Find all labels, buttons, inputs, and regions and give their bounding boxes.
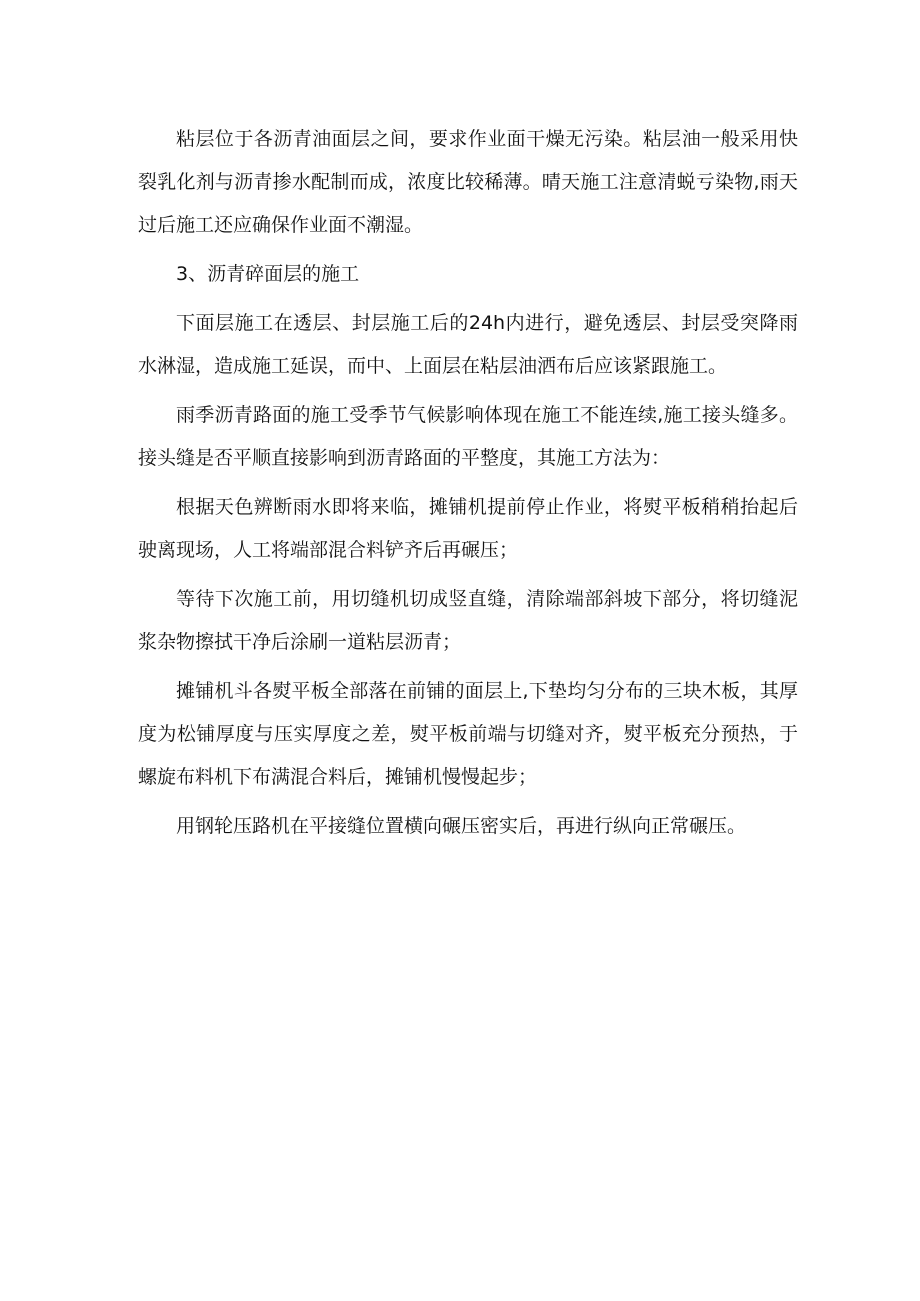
paragraph-cut-joint: 等待下次施工前，用切缝机切成竖直缝，清除端部斜坡下部分，将切缝泥浆杂物擦拭干净后涂刷一道粘层沥青； [138, 588, 798, 653]
paragraph-lower-layer: 下面层施工在透层、封层施工后的24h内进行，避免透层、封层受突降雨水淋湿，造成施工延误，而中、上面层在粘层油洒布后应该紧跟施工。 [138, 312, 798, 377]
paragraph-stop-paving: 根据天色辨断雨水即将来临，摊铺机提前停止作业，将熨平板稍稍抬起后驶离现场，人工将端部混合料铲齐后再碾压； [138, 496, 798, 561]
section-heading-asphalt-surface: 3、沥青碎面层的施工 [176, 263, 360, 285]
paragraph-rainy-season: 雨季沥青路面的施工受季节气候影响体现在施工不能连续,施工接头缝多。接头缝是否平顺直接影响到沥青路面的平整度，其施工方法为： [138, 404, 798, 469]
paragraph-rolling: 用钢轮压路机在平接缝位置横向碾压密实后，再进行纵向正常碾压。 [176, 815, 747, 837]
document-body [138, 118, 798, 854]
paragraph-tack-coat: 粘层位于各沥青油面层之间，要求作业面干燥无污染。粘层油一般采用快裂乳化剂与沥青掺水配制而成，浓度比较稀薄。晴天施工注意清蜕亏染物,雨天过后施工还应确保作业面不潮湿。 [138, 128, 798, 236]
paragraph-screed-placement: 摊铺机斗各熨平板全部落在前铺的面层上,下垫均匀分布的三块木板，其厚度为松铺厚度与压实厚度之差，熨平板前端与切缝对齐，熨平板充分预热，于螺旋布料机下布满混合料后，摊铺机慢慢起步； [138, 680, 798, 788]
